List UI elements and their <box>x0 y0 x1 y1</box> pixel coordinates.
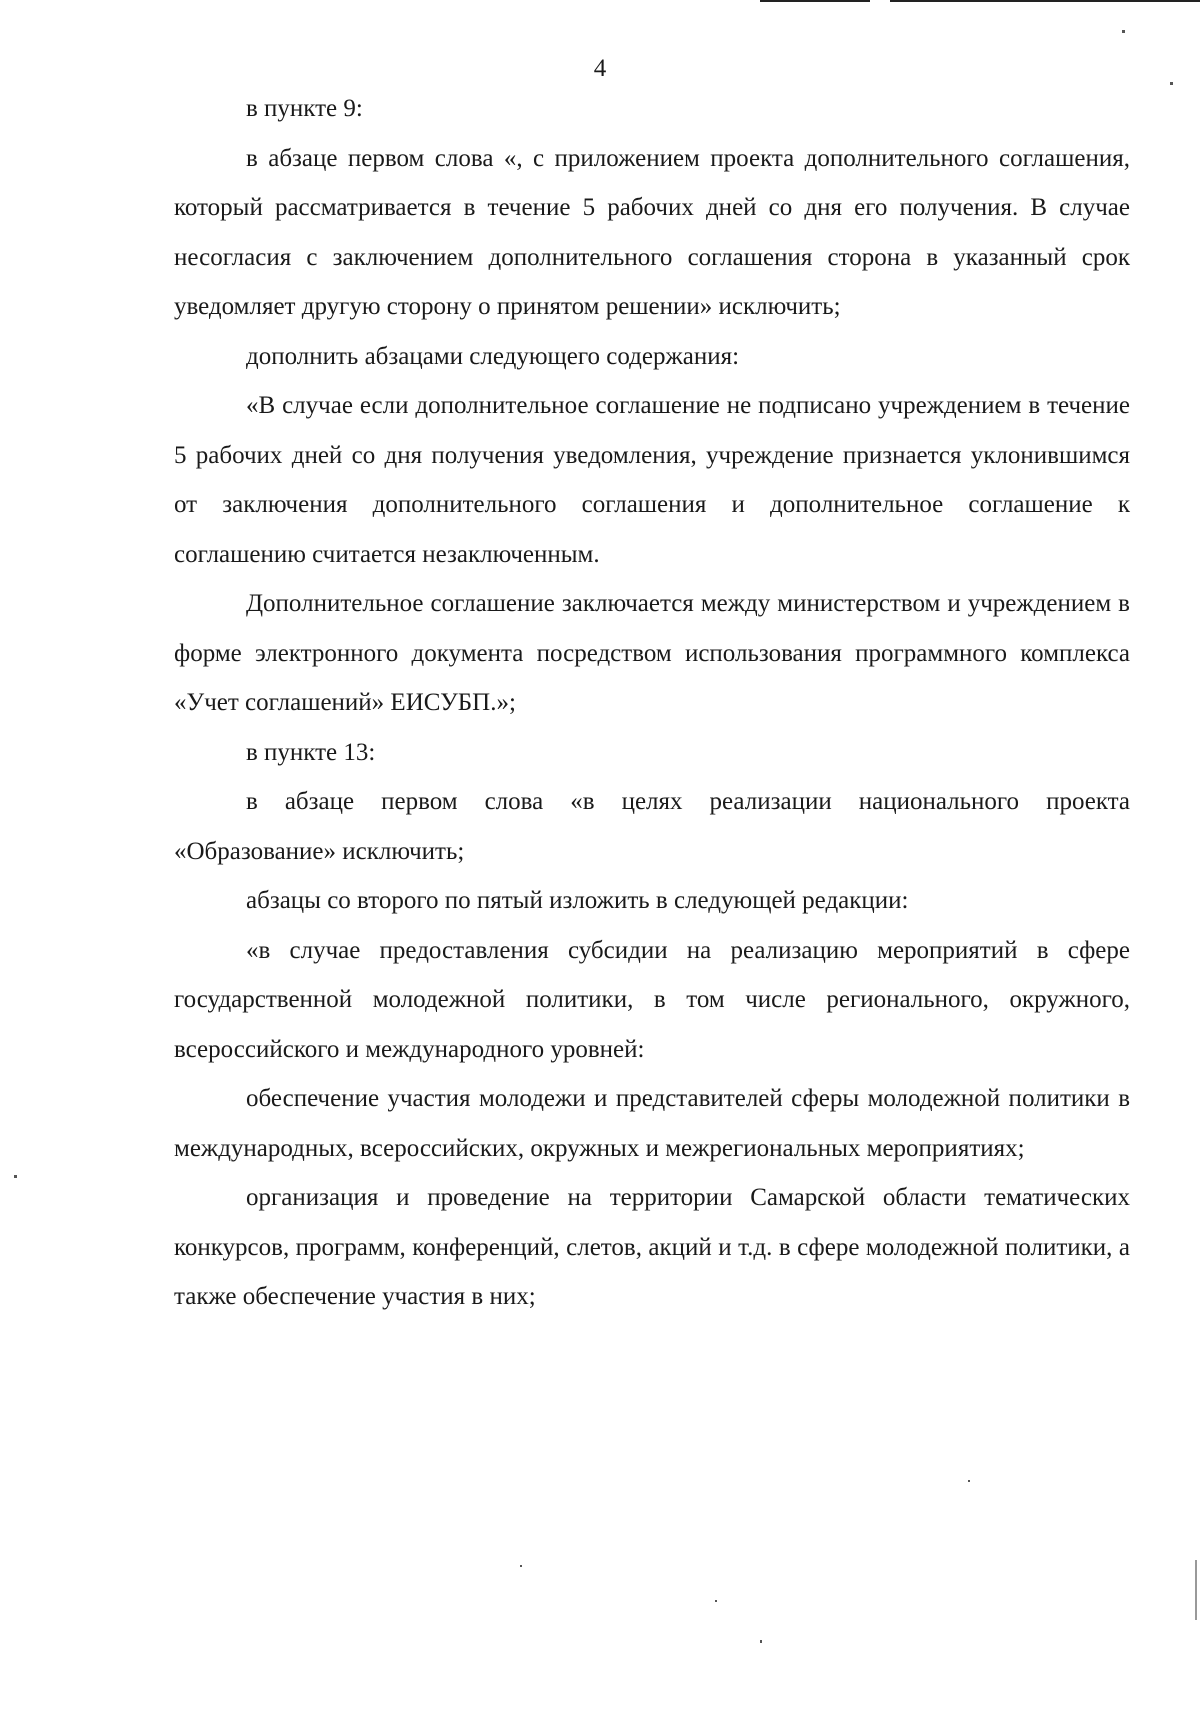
scan-speck <box>715 1600 717 1602</box>
paragraph: в абзаце первом слова «в целях реализации национального проекта «Образование» исключить; <box>174 788 1130 865</box>
scan-top-rule-right <box>890 0 1200 2</box>
paragraph: в пункте 13: <box>246 738 376 766</box>
scan-speck <box>1170 82 1173 85</box>
scan-speck <box>14 1175 17 1178</box>
page-number: 4 <box>593 55 607 82</box>
paragraph: дополнить абзацами следующего содержания: <box>246 342 740 370</box>
scan-speck <box>520 1565 522 1567</box>
paragraph: «в случае предоставления субсидии на реализацию мероприятий в сфере государственной молодежной политики, в том числе регионального, окружного, всероссийского и международного уровней: <box>174 936 1130 1063</box>
paragraph: в пункте 9: <box>246 95 363 122</box>
scan-speck <box>1195 1560 1197 1620</box>
paragraph: обеспечение участия молодежи и представителей сферы молодежной политики в международных, всероссийских, окружных и межрегиональных мероприятиях; <box>174 1085 1130 1162</box>
document-body <box>174 84 1130 1322</box>
scan-speck <box>1122 30 1125 33</box>
scan-top-rule <box>760 0 870 2</box>
paragraph: организация и проведение на территории Самарской области тематических конкурсов, программ, конференций, слетов, акций и т.д. в сфере молодежной политики, а также обеспечение участия в них; <box>174 1184 1130 1310</box>
paragraph: в абзаце первом слова «, с приложением проекта дополнительного соглашения, который рассматривается в течение 5 рабочих дней со дня его получения. В случае несогласия с заключением дополнительного соглашения сторона в указанный срок уведомляет другую сторону о принятом решении» исключить; <box>174 144 1130 320</box>
scan-speck <box>968 1480 970 1482</box>
paragraph: абзацы со второго по пятый изложить в следующей редакции: <box>246 887 909 914</box>
paragraph: «В случае если дополнительное соглашение не подписано учреждением в течение 5 рабочих дней со дня получения уведомления, учреждение признается уклонившимся от заключения дополнительного соглашения и дополнительное соглашение к соглашению считается незаключенным. <box>174 392 1130 568</box>
paragraph: Дополнительное соглашение заключается между министерством и учреждением в форме электронного документа посредством использования программного комплекса «Учет соглашений» ЕИСУБП.»; <box>174 590 1130 716</box>
scan-speck <box>760 1640 762 1643</box>
